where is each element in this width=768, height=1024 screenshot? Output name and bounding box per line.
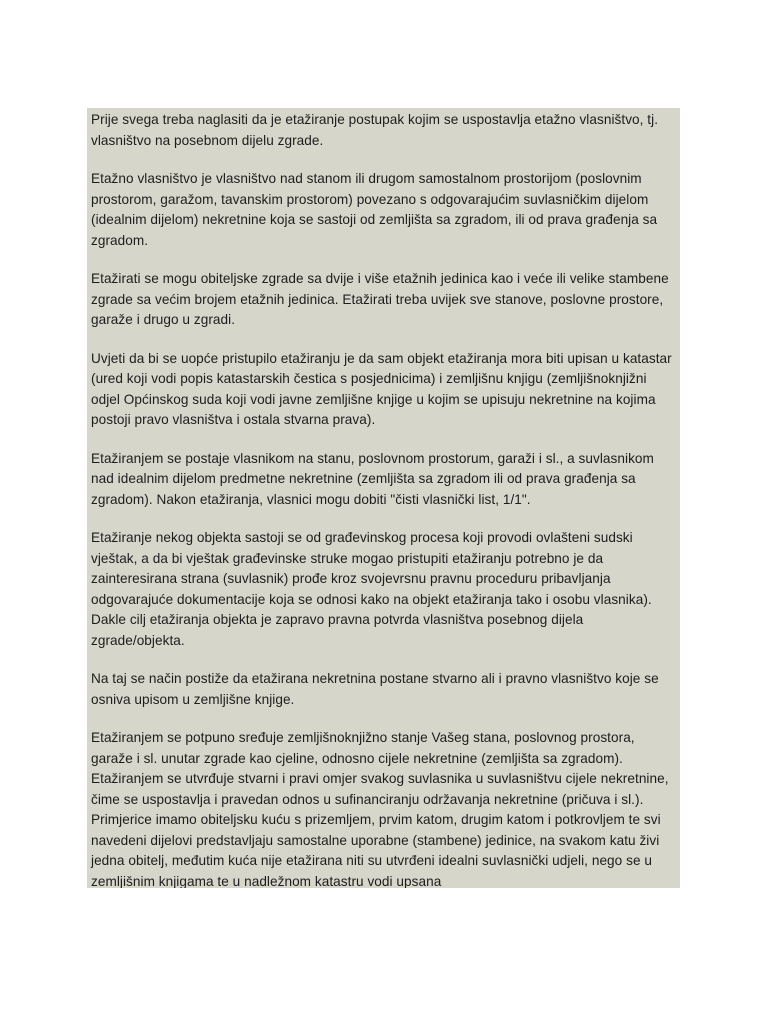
paragraph-2: Etažno vlasništvo je vlasništvo nad stanom ili drugom samostalnom prostorijom (poslovnim prostorom, garažom, tavanskim prostorom) povezano s odgovarajućim suvlasničkim dijelom (idealnim dijelom) nekretnine koja se sastoji od zemljišta sa zgradom, ili od prava građenja sa zgradom.	[91, 171, 658, 248]
paragraph-7: Na taj se način postiže da etažirana nekretnina postane stvarno ali i pravno vlasništvo koje se osniva upisom u zemljišne knjige.	[91, 671, 659, 707]
paragraph-8: Etažiranjem se potpuno sređuje zemljišnoknjižno stanje Vašeg stana, poslovnog prostora, garaže i sl. unutar zgrade kao cjeline, odnosno cijele nekretnine (zemljišta sa zgradom). Etažiranjem se utvrđuje stvarni i pravi omjer svakog suvlasnika u suvlasništvu cijele nekretnine, čime se uspostavlja i pravedan odnos u sufinanciranju održavanja nekretnine (pričuva i sl.). Primjerice imamo obiteljsku kuću s prizemljem, prvim katom, drugim katom i potkrovljem te svi navedeni dijelovi predstavljaju samostalne uporabne (stambene) jedinice, na svakom katu živi jedna obitelj, međutim kuća nije etažirana niti su utvrđeni idealni suvlasnički udjeli, nego se u zemljišnim knjigama te u nadležnom katastru vodi upsana	[91, 730, 669, 888]
paragraph-1: Prije svega treba naglasiti da je etažiranje postupak kojim se uspostavlja etažno vlasništvo, tj. vlasništvo na posebnom dijelu zgrade.	[91, 112, 659, 148]
paragraph-3: Etažirati se mogu obiteljske zgrade sa dvije i više etažnih jedinica kao i veće ili velike stambene zgrade sa većim brojem etažnih jedinica. Etažirati treba uvijek sve stanove, poslovne prostore, garaže i drugo u zgradi.	[91, 271, 669, 327]
document-body	[87, 108, 680, 888]
paragraph-5: Etažiranjem se postaje vlasnikom na stanu, poslovnom prostorum, garaži i sl., a suvlasnikom nad idealnim dijelom predmetne nekretnine (zemljišta sa zgradom ili od prava građenja sa zgradom). Nakon etažiranja, vlasnici mogu dobiti "čisti vlasnički list, 1/1".	[91, 450, 654, 507]
paragraph-6: Etažiranje nekog objekta sastoji se od građevinskog procesa koji provodi ovlašteni sudski vještak, a da bi vještak građevinske struke mogao pristupiti etažiranju potrebno je da zainteresirana strana (suvlasnik) prođe kroz svojevrsnu pravnu proceduru pribavljanja odgovarajuće dokumentacije koja se odnosi kako na objekt etažiranja tako i osobu vlasnika). Dakle cilj etažiranja objekta je zapravo pravna potvrda vlasništva posebnog dijela zgrade/objekta.	[91, 530, 652, 648]
paragraph-4: Uvjeti da bi se uopće pristupilo etažiranju je da sam objekt etažiranja mora biti upisan u katastar (ured koji vodi popis katastarskih čestica s posjednicima) i zemljišnu knjigu (zemljišnoknjižni odjel Općinskog suda koji vodi javne zemljišne knjige u kojim se upisuju nekretnine na kojima postoji pravo vlasništva i ostala stvarna prava).	[91, 350, 672, 427]
